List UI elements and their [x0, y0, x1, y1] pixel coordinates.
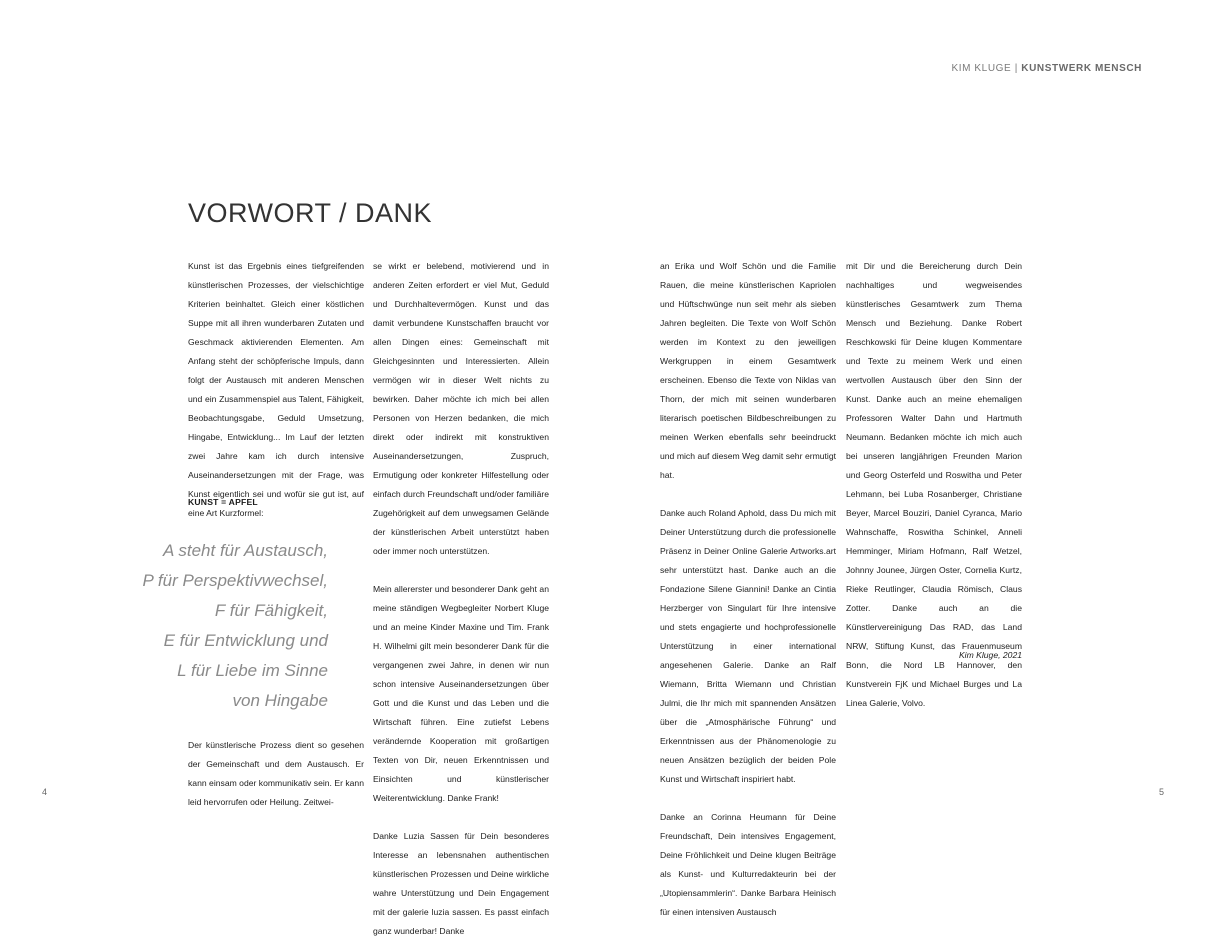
quote-line: L für Liebe im Sinne	[177, 661, 328, 680]
signature: Kim Kluge, 2021	[958, 650, 1022, 660]
body-paragraph: Danke an Corinna Heumann für Deine Freundschaft, Dein intensives Engagement, Deine Fröhlichkeit und Deine klugen Beiträge als Kunst- und Kulturredakteurin bei der „Utopiensammlerin“. Danke Barbara Heinisch für einen intensiven Austausch	[660, 812, 836, 917]
body-paragraph: mit Dir und die Bereicherung durch Dein nachhaltiges und wegweisendes künstlerisches Gesamtwerk zum Thema Mensch und Beziehung. Danke Robert Reschkowski für Deine klugen Kommentare und Texte zu meinem Werk und einen wertvollen Austausch über den Sinn der Kunst. Danke auch an meine ehemaligen Professoren Walter Dahn und Hartmuth Neumann. Bedanken möchte ich mich auch bei unseren langjährigen Freunden Marion und Georg Osterfeld und Roswitha und Peter Lehmann, bei Luba Rosanberger, Christiane Beyer, Marcel Bouziri, Daniel Cyranca, Mario Wahnschaffe, Roswitha Schinkel, Anneli Hemminger, Miriam Hofmann, Ralf Wetzel, Johnny Jounee, Jürgen Oster, Cornelia Kurtz, Rieke Reutlinger, Claudia Römisch, Claus Zotter. Danke auch an die Künstlervereinigung Das RAD, das Land NRW, Stiftung Kunst, das Frauenmuseum Bonn, die Nord LB Hannover, den Kunstverein FjK und Michael Burges und La Linea Galerie, Volvo.	[846, 261, 1022, 708]
process-paragraph: Der künstlerische Prozess dient so gesehen der Gemeinschaft und dem Austausch. Er kann einsam oder kommunikativ sein. Er kann leid hervorrufen oder Heilung. Zeitwei-	[188, 740, 364, 807]
header-book-title: KUNSTWERK MENSCH	[1021, 63, 1142, 74]
column-3	[660, 257, 836, 922]
column-1-outro	[188, 736, 364, 812]
quote-line: E für Entwicklung und	[163, 631, 328, 650]
header-author: KIM KLUGE	[951, 63, 1012, 74]
running-header	[951, 63, 1142, 74]
intro-paragraph: Kunst ist das Ergebnis eines tiefgreifenden künstlerischen Prozesses, der vielschichtige Kriterien beinhaltet. Gleich einer köstlichen Suppe mit all ihren wunderbaren Zutaten und Geschmack aktivierenden Elementen. Am Anfang steht der schöpferische Impuls, dann folgt der Austausch mit anderen Menschen und ein Zusammenspiel aus Talent, Fähigkeit, Beobachtungsgabe, Geduld Umsetzung, Hingabe, Entwicklung... Im Lauf der letzten zwei Jahre kam ich durch intensive Auseinandersetzungen mit der Frage, was Kunst eigentlich sei und wofür sie gut ist, auf eine Art Kurzformel:	[188, 261, 364, 518]
motto: KUNST = APFEL	[188, 497, 258, 507]
header-separator: |	[1014, 63, 1018, 74]
page-title: VORWORT / DANK	[188, 198, 433, 228]
body-paragraph: an Erika und Wolf Schön und die Familie Rauen, die meine künstlerischen Kapriolen und Hüftschwünge nun seit mehr als sieben Jahren begleiten. Die Texte von Wolf Schön werden im Kontext zu den jeweiligen Werkgruppen in einem Gesamtwerk erscheinen. Ebenso die Texte von Niklas van Thorn, der mich mit seinen wunderbaren literarisch poetischen Bildbeschreibungen zu meinen Werken ebenfalls sehr beeindruckt und mich auf diesem Weg damit sehr ermutigt hat.	[660, 261, 836, 480]
body-paragraph: Danke auch Roland Aphold, dass Du mich mit Deiner Unterstützung durch die professionelle Präsenz in Deiner Online Galerie Artworks.art sehr unterstützt hast. Danke auch an die Fondazione Silene Giannini! Danke an Cintia Herzberger von Singulart für Ihre intensive und stets engagierte und hochprofessionelle Unterstützung in einer international angesehenen Galerie. Danke an Ralf Wiemann, Britta Wiemann und Christian Julmi, die Ihr mich mit spannenden Ansätzen über die „Atmosphärische Führung“ und Erkenntnissen aus der Phänomenologie zu neuen Ansätzen bezüglich der beiden Pole Kunst und Wirtschaft inspiriert habt.	[660, 508, 836, 784]
body-paragraph: Mein allererster und besonderer Dank geht an meine ständigen Wegbegleiter Norbert Kluge und an meine Kinder Maxine und Tim. Frank H. Wilhelmi gilt mein besonderer Dank für die vergangenen zwei Jahre, in denen wir nun schon intensive Auseinandersetzungen über Gott und die Kunst und das Leben und die Wirtschaft führen. Eine zutiefst Lebens verändernde Kooperation mit großartigen Texten von Dir, neuen Erkenntnissen und Einsichten und künstlerischer Weiterentwicklung. Danke Frank!	[373, 584, 549, 803]
page-number-right: 5	[1159, 787, 1165, 797]
quote-line: von Hingabe	[232, 691, 328, 710]
body-paragraph: se wirkt er belebend, motivierend und in anderen Zeiten erfordert er viel Mut, Geduld und Durchhaltevermögen. Kunst und das damit verbundene Kunstschaffen braucht vor allen Dingen eines: Gemeinschaft mit Gleichgesinnten und Interessierten. Allein vermögen wir in dieser Welt nichts zu bewirken. Daher möchte ich mich bei allen Personen von Herzen bedanken, die mich direkt oder indirekt mit konstruktiven Auseinandersetzungen, Zuspruch, Ermutigung oder konkreter Hilfestellung oder einfach durch Freundschaft und/oder familiäre Zugehörigkeit auf dem unwegsamen Gelände der künstlerischen Arbeit unterstützt haben oder immer noch unterstützen.	[373, 261, 549, 556]
pull-quote	[130, 536, 328, 716]
quote-line: A steht für Austausch,	[162, 541, 328, 560]
column-1-intro	[188, 257, 364, 523]
quote-line: P für Perspektivwechsel,	[142, 571, 328, 590]
column-4	[846, 257, 1022, 713]
page-number-left: 4	[42, 787, 48, 797]
quote-line: F für Fähigkeit,	[214, 601, 328, 620]
column-2	[373, 257, 549, 941]
body-paragraph: Danke Luzia Sassen für Dein besonderes Interesse an lebensnahen authentischen künstlerischen Prozessen und Deine wirkliche wahre Unterstützung und Dein Engagement mit der galerie luzia sassen. Es passt einfach ganz wunderbar! Danke	[373, 831, 549, 936]
